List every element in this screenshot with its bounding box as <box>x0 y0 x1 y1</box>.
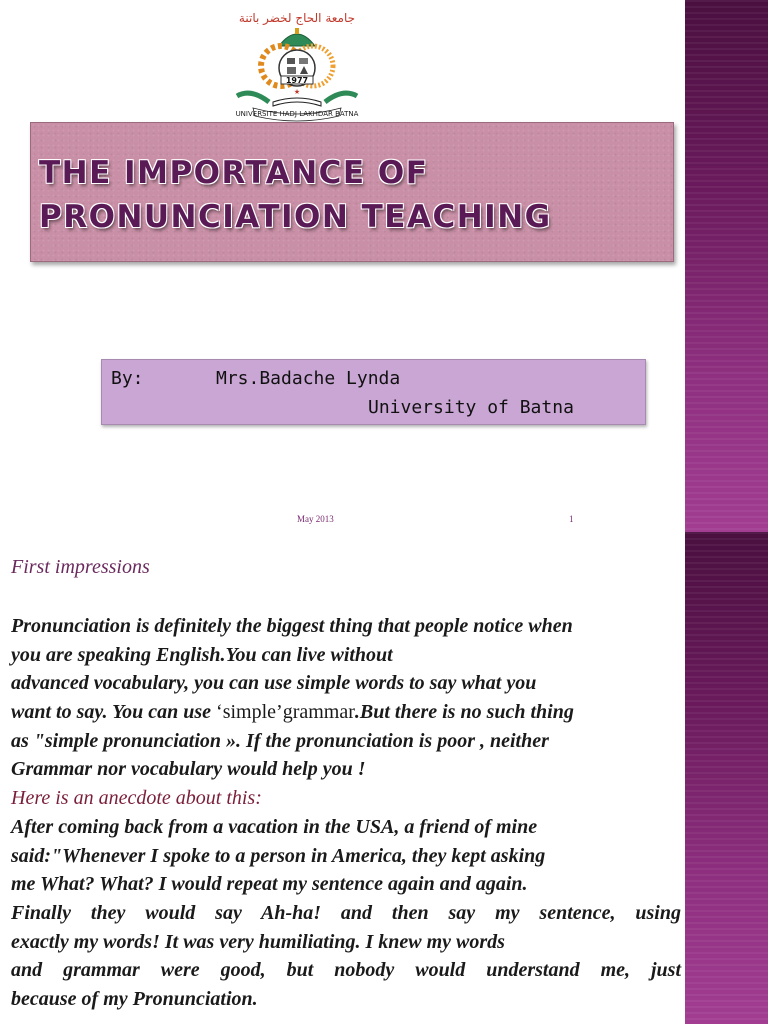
body-line: exactly my words! It was very humiliating. I knew my words <box>11 930 505 953</box>
svg-text:★: ★ <box>293 88 301 96</box>
slide-2 <box>0 532 768 1024</box>
author-box <box>101 359 646 425</box>
decorative-sidebar <box>685 532 768 1024</box>
slide-title-line-2: PRONUNCIATION TEACHING <box>39 199 552 235</box>
logo-ribbon-text: UNIVERSITE HADJ LAKHDAR BATNA <box>235 110 359 118</box>
body-line: said:"Whenever I spoke to a person in America, they kept asking <box>11 844 546 867</box>
slide-title-line-1: THE IMPORTANCE OF <box>39 155 429 191</box>
decorative-sidebar <box>685 0 768 532</box>
body-line: Grammar nor vocabulary would help you ! <box>11 758 366 781</box>
body-line: as "simple pronunciation ». If the pronunciation is poor , neither <box>11 729 549 752</box>
body-line: After coming back from a vacation in the USA, a friend of mine <box>11 815 538 838</box>
body-line: you are speaking English.You can live without <box>11 643 393 666</box>
body-line <box>11 698 681 727</box>
by-label: By: <box>111 368 144 389</box>
slide-2-body <box>11 612 681 1014</box>
body-line: Pronunciation is definitely the biggest thing that people notice when <box>11 615 573 637</box>
body-line: Finally they would say Ah-ha! and then say my sentence, using <box>11 901 681 924</box>
footer-date: May 2013 <box>297 514 334 524</box>
body-text-emphasis: ‘simple’grammar <box>216 701 355 724</box>
footer-page-number: 1 <box>569 514 574 524</box>
slide-2-heading: First impressions <box>11 556 150 578</box>
author-name: Mrs.Badache Lynda <box>216 368 401 389</box>
body-line: me What? What? I would repeat my sentence again and again. <box>11 873 528 896</box>
body-line: because of my Pronunciation. <box>11 987 258 1010</box>
university-logo <box>229 6 365 122</box>
author-university: University of Batna <box>368 397 574 418</box>
anecdote-subheading: Here is an anecdote about this: <box>11 787 262 810</box>
body-text: want to say. You can use <box>11 701 217 724</box>
title-box <box>30 122 674 262</box>
logo-arabic-text: جامعة الحاج لخضر باتنة <box>238 11 356 25</box>
body-line: and grammar were good, but nobody would understand me, just <box>11 959 681 982</box>
body-line: advanced vocabulary, you can use simple words to say what you <box>11 672 537 695</box>
logo-year: 1977 <box>285 76 309 85</box>
body-text: .But there is no such thing <box>354 701 574 724</box>
